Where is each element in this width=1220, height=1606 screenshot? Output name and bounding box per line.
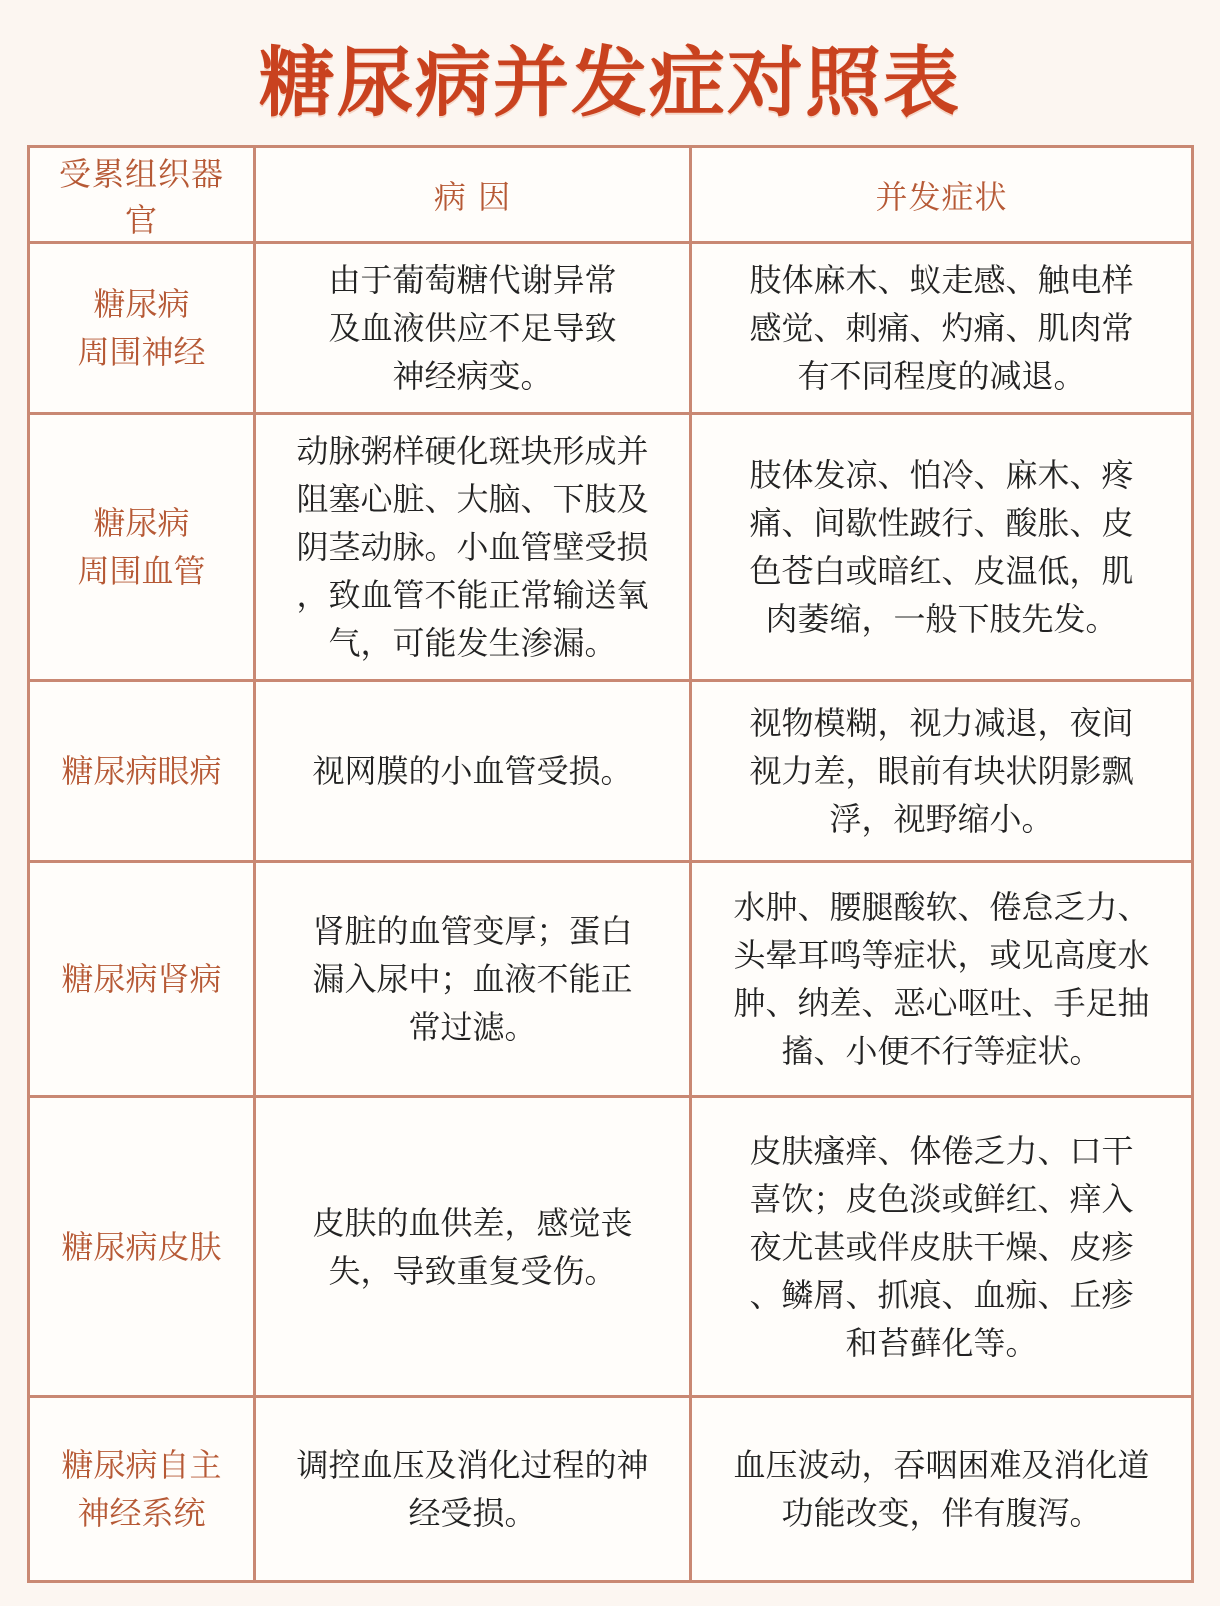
cause-cell [255, 862, 691, 1097]
organ-line: 周围神经 [77, 333, 206, 371]
header-organ: 受累组织器官 [29, 147, 255, 243]
organ-cell [29, 1397, 255, 1582]
cause-line: 及血液供应不足导致 [328, 309, 617, 347]
organ-cell [29, 862, 255, 1097]
organ-line: 糖尿病皮肤 [61, 1227, 222, 1266]
cause-line: 漏入尿中；血液不能正 [312, 960, 633, 998]
cause-cell [255, 243, 691, 414]
cause-line: 肾脏的血管变厚；蛋白 [312, 912, 633, 950]
symptom-line: 搐、小便不行等症状。 [781, 1032, 1102, 1070]
cause-line: 动脉粥样硬化斑块形成并 [296, 432, 649, 470]
symptom-line: 视物模糊，视力减退，夜间 [749, 704, 1134, 742]
cause-line: 由于葡萄糖代谢异常 [328, 261, 617, 299]
cause-line: 神经病变。 [392, 357, 553, 395]
symptom-line: 浮，视野缩小。 [829, 800, 1054, 838]
organ-line: 糖尿病 [93, 504, 190, 542]
cause-cell [255, 1097, 691, 1397]
organ-line: 糖尿病 [93, 285, 190, 323]
symptom-line: 血压波动，吞咽困难及消化道 [733, 1446, 1150, 1484]
symptom-line: 肿、纳差、恶心呕吐、手足抽 [733, 984, 1150, 1022]
cause-line: 阴茎动脉。小血管壁受损 [296, 528, 649, 566]
cause-line: 气，可能发生渗漏。 [328, 624, 617, 662]
cause-line: 皮肤的血供差，感觉丧 [312, 1203, 633, 1242]
table-row [29, 1397, 1193, 1582]
organ-cell [29, 1097, 255, 1397]
table-row [29, 414, 1193, 681]
symptom-line: 感觉、刺痛、灼痛、肌肉常 [749, 309, 1134, 347]
organ-line: 糖尿病眼病 [61, 752, 222, 790]
organ-cell [29, 681, 255, 862]
table-row [29, 681, 1193, 862]
complications-table [27, 145, 1194, 1583]
page-title: 糖尿病并发症对照表 [259, 38, 961, 127]
cause-line: 失，导致重复受伤。 [328, 1251, 617, 1290]
symptom-cell [691, 1097, 1193, 1397]
symptom-line: 肢体麻木、蚁走感、触电样 [749, 261, 1134, 299]
symptom-line: 喜饮；皮色淡或鲜红、痒入 [749, 1179, 1134, 1218]
symptom-line: 有不同程度的减退。 [797, 357, 1086, 395]
organ-line: 糖尿病自主 [61, 1446, 222, 1484]
cause-line: 视网膜的小血管受损。 [312, 752, 633, 790]
symptom-line: 头晕耳鸣等症状，或见高度水 [733, 936, 1150, 974]
symptom-line: 肉萎缩，一般下肢先发。 [765, 600, 1118, 638]
organ-cell [29, 414, 255, 681]
symptom-cell [691, 862, 1193, 1097]
symptom-line: 、鳞屑、抓痕、血痂、丘疹 [749, 1275, 1134, 1314]
symptom-line: 皮肤瘙痒、体倦乏力、口干 [749, 1131, 1134, 1170]
symptom-line: 痛、间歇性跛行、酸胀、皮 [749, 504, 1134, 542]
cause-cell [255, 1397, 691, 1582]
symptom-line: 水肿、腰腿酸软、倦怠乏力、 [733, 888, 1150, 926]
header-cause: 病 因 [255, 147, 691, 243]
organ-cell [29, 243, 255, 414]
organ-line: 周围血管 [77, 552, 206, 590]
symptom-line: 夜尤甚或伴皮肤干燥、皮疹 [749, 1227, 1134, 1266]
cause-line: ，致血管不能正常输送氧 [296, 576, 649, 614]
cause-line: 经受损。 [408, 1494, 537, 1532]
symptom-line: 视力差，眼前有块状阴影飘 [749, 752, 1134, 790]
symptom-line: 功能改变，伴有腹泻。 [781, 1494, 1102, 1532]
header-symptom: 并发症状 [691, 147, 1193, 243]
cause-cell [255, 681, 691, 862]
symptom-line: 色苍白或暗红、皮温低，肌 [749, 552, 1134, 590]
table-row [29, 862, 1193, 1097]
table-row [29, 243, 1193, 414]
table-row [29, 1097, 1193, 1397]
cause-line: 阻塞心脏、大脑、下肢及 [296, 480, 649, 518]
symptom-cell [691, 414, 1193, 681]
cause-cell [255, 414, 691, 681]
symptom-line: 和苔藓化等。 [845, 1323, 1038, 1362]
organ-line: 神经系统 [77, 1494, 206, 1532]
symptom-line: 肢体发凉、怕冷、麻木、疼 [749, 456, 1134, 494]
symptom-cell [691, 1397, 1193, 1582]
symptom-cell [691, 243, 1193, 414]
table-header-row [29, 147, 1193, 243]
cause-line: 调控血压及消化过程的神 [296, 1446, 649, 1484]
symptom-cell [691, 681, 1193, 862]
cause-line: 常过滤。 [408, 1008, 537, 1046]
organ-line: 糖尿病肾病 [61, 960, 222, 998]
